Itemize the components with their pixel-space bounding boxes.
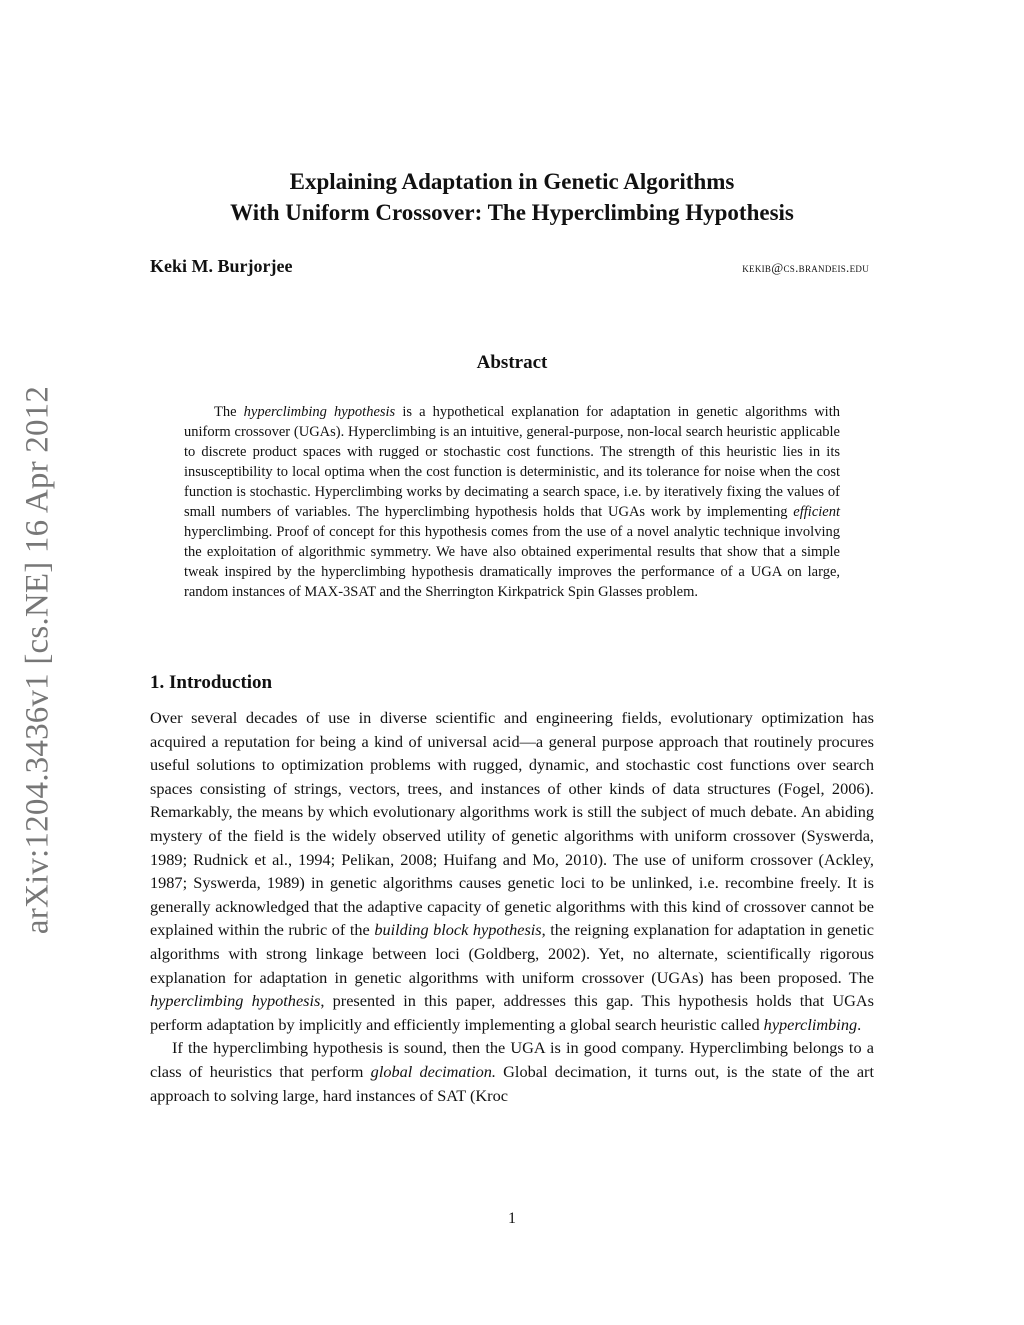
title-line-2: With Uniform Crossover: The Hyperclimbing Hypothesis [230,200,794,225]
intro-p1-text-c: , presented in this paper, addresses this gap. This hypothesis holds that UGAs perform adaptation by implicitly and efficiently implementing a global search heuristic called [150,991,874,1034]
intro-p1-text-a: Over several decades of use in diverse scientific and engineering fields, evolutionary optimization has acquired a reputation for being a kind of universal acid—a general purpose approach that routinely procures useful solutions to optimization problems with rugged, dynamic, and stochastic cost functions over search spaces consisting of strings, vectors, trees, and instances of other kinds of data structures (Fogel, 2006). Remarkably, the means by which evolutionary algorithms work is still the subject of much debate. An abiding mystery of the field is the widely observed utility of genetic algorithms with uniform crossover (Syswerda, 1989; Rudnick et al., 1994; Pelikan, 2008; Huifang and Mo, 2010). The use of uniform crossover (Ackley, 1987; Syswerda, 1989) in genetic algorithms causes genetic loci to be unlinked, i.e. recombine freely. It is generally acknowledged that the adaptive capacity of genetic algorithms with this kind of crossover cannot be explained within the rubric of the [150,708,874,940]
intro-paragraph-2 [150,1036,874,1107]
page-number: 1 [508,1210,516,1227]
arxiv-identifier-sidebar [15,358,61,963]
paper-title [150,166,874,228]
title-line-1: Explaining Adaptation in Genetic Algorithms [289,169,735,194]
abstract-text-2: is a hypothetical explanation for adaptation in genetic algorithms with uniform crossover (UGAs). Hyperclimbing is an intuitive, general-purpose, non-local search heuristic applicable to discrete product spaces with rugged or stochastic cost functions. The strength of this heuristic lies in its insusceptibility to local optima when the cost function is deterministic, and its tolerance for noise when the cost function is stochastic. Hyperclimbing works by decimating a search space, i.e. by iteratively fixing the values of small numbers of variables. The hyperclimbing hypothesis holds that UGAs work by implementing [184,404,840,520]
author-name: Keki M. Burjorjee [150,256,293,276]
intro-p1-emphasis-3: hyperclimbing [763,1014,858,1034]
abstract-emphasis-2: efficient [793,504,840,520]
author-email: kekib@cs.brandeis.edu [742,260,869,275]
intro-p2-text-a: If the hyperclimbing hypothesis is sound, then the UGA is in good company. Hyperclimbing belongs to a class of heuristics that perform [150,1038,874,1081]
intro-p1-text-d: . [857,1014,862,1034]
intro-p1-emphasis-2: hyperclimbing hypothesis [150,991,321,1011]
abstract-emphasis-1: hyperclimbing hypothesis [243,404,396,420]
abstract-text-1: The [214,404,244,420]
abstract-paragraph [184,402,840,602]
intro-p1-text-b: , the reigning explanation for adaptation in genetic algorithms with strong linkage between loci (Goldberg, 2002). Yet, no alternate, scientifically rigorous explanation for adaptation in genetic algorithms with uniform crossover (UGAs) has been proposed. The [150,920,874,987]
intro-p2-text-b: Global decimation, it turns out, is the state of the art approach to solving large, hard instances of SAT (Kroc [150,1061,875,1105]
abstract-text-3: hyperclimbing. Proof of concept for this hypothesis comes from the use of a novel analytic technique involving the exploitation of algorithmic symmetry. We have also obtained experimental results that show that a simple tweak inspired by the hyperclimbing hypothesis dramatically improves the performance of a UGA on large, random instances of MAX-3SAT and the Sherrington Kirkpatrick Spin Glasses problem. [184,524,840,600]
intro-p1-emphasis-1: building block hypothesis [374,920,542,940]
abstract-body [184,402,840,602]
intro-paragraph-1 [150,706,874,1036]
arxiv-identifier: arXiv:1204.3436v1 [cs.NE] 16 Apr 2012 [19,385,56,935]
section-heading-introduction: 1. Introduction [150,672,273,693]
introduction-body [150,706,874,1107]
intro-p2-emphasis: global decimation. [370,1061,496,1081]
abstract-heading: Abstract [476,352,548,373]
